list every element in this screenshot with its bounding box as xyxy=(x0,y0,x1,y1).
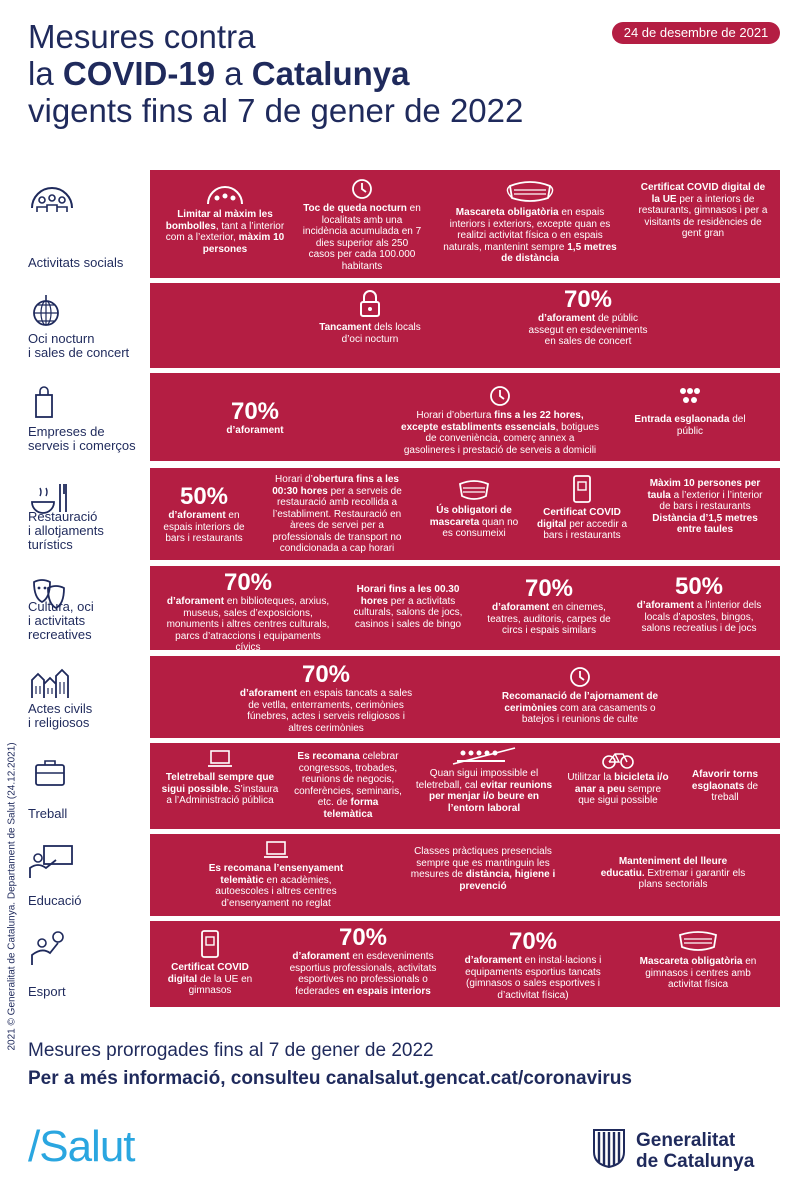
generalitat-logo-text: Generalitat de Catalunya xyxy=(636,1130,755,1172)
category-label: Educació xyxy=(28,893,82,908)
measure: Certificat COVID digital de la UE en gimnasos xyxy=(160,929,260,997)
measure: Entrada esglaonada del públic xyxy=(630,385,750,437)
row-restauracio xyxy=(22,468,780,560)
lock-icon xyxy=(358,289,382,319)
measures-band xyxy=(150,743,780,829)
measure: Manteniment del lleure educatiu. Extremar i garantir els plans sectorials xyxy=(600,856,746,890)
measure: 70% d’aforament de públic assegut en esdeveniments en sales de concert xyxy=(528,286,648,347)
measure: Màxim 10 persones per taula a l’exterior i l’interior de bars i restaurants Distància d’1,5 metres entre taules xyxy=(647,478,763,535)
measure: Toc de queda nocturn en localitats amb una incidència acumulada en 7 dies superior als 250 casos per cada 100.000 habitants xyxy=(302,178,422,272)
measure: Teletreball sempre que sigui possible. S’instaura a l’Administració pública xyxy=(160,749,280,807)
category xyxy=(22,373,150,461)
measures-band xyxy=(150,834,780,916)
mask-icon xyxy=(454,478,494,502)
clock-icon xyxy=(489,385,511,407)
measure: Horari d’obertura fins a les 00:30 hores per a serveis de restauració amb recollida a l’establiment. Restauració en àrees de servei per a professionals de transport no condicionada a cap horari xyxy=(272,474,402,554)
generalitat-shield-icon xyxy=(592,1128,626,1168)
teacher-icon xyxy=(28,842,76,882)
category-label: Restauració i allotjaments turístics xyxy=(28,509,104,552)
measure: Tancament dels locals d’oci nocturn xyxy=(310,289,430,345)
shopping-bag-icon xyxy=(28,381,76,421)
briefcase-icon xyxy=(28,751,76,791)
measure: 70% d’aforament en instal·lacions i equipaments esportius tancats (gimnasos o sales esportives i d’activitat física) xyxy=(464,928,602,1001)
category-label: Esport xyxy=(28,984,66,999)
measure: Classes pràctiques presencials sempre que es mantinguin les mesures de distància, higiene i prevenció xyxy=(410,846,556,892)
page-title xyxy=(28,18,523,129)
row-educacio xyxy=(22,834,780,916)
title-line-3: vigents fins al 7 de gener de 2022 xyxy=(28,92,524,129)
measure: Limitar al màxim les bombolles, tant a l’interior com a l’exterior, màxim 10 persones xyxy=(160,184,290,255)
measure: 70% d’aforament en esdeveniments esportius professionals, activitats esportives no professionals o federades en espais interiors xyxy=(289,924,437,997)
measure: Certificat COVID digital de la UE per a interiors de restaurants, gimnasos i per a visitants de residències de gent gran xyxy=(638,182,768,239)
measure: Afavorir torns esglaonats de treball xyxy=(691,769,759,803)
phone-certificate-icon xyxy=(199,929,221,959)
laptop-icon xyxy=(207,749,233,769)
measure: Horari fins a les 00.30 hores per a activitats culturals, salons de jocs, casinos i sales de bingo xyxy=(353,584,463,630)
group-icon xyxy=(449,747,519,765)
bicycle-icon xyxy=(601,749,635,769)
footer-extension-note: Mesures prorrogades fins al 7 de gener de 2022 xyxy=(28,1040,434,1061)
measure: 70% d’aforament en espais tancats a sales de vetlla, enterraments, cerimònies fúnebres, actes i serveis religiosos i altres cerimònies xyxy=(239,661,413,734)
group-icon xyxy=(28,178,76,218)
category xyxy=(22,566,150,650)
measures-band xyxy=(150,170,780,278)
globe-icon xyxy=(28,291,76,331)
group-icon xyxy=(675,385,705,411)
date-badge: 24 de desembre de 2021 xyxy=(612,22,780,44)
category xyxy=(22,834,150,916)
footer-more-info-link[interactable]: Per a més informació, consulteu canalsalut.gencat.cat/coronavirus xyxy=(28,1068,632,1089)
row-activitats-socials xyxy=(22,170,780,278)
measures-band xyxy=(150,921,780,1007)
category-label: Cultura, oci i activitats recreatives xyxy=(28,599,94,642)
measure: Quan sigui impossible el teletreball, cal evitar reunions per menjar i/o beure en l’entorn laboral xyxy=(414,747,554,814)
row-empreses xyxy=(22,373,780,461)
group-icon xyxy=(205,184,245,206)
measure: Horari d’obertura fins a les 22 hores, excepte establiments essencials, botigues de conveniència, comerç annex a gasolineres i prestació de serveis a domicili xyxy=(400,385,600,456)
category-label: Treball xyxy=(28,806,68,821)
category xyxy=(22,921,150,1007)
category xyxy=(22,468,150,560)
buildings-icon xyxy=(28,664,76,704)
category xyxy=(22,170,150,278)
category-label: Empreses de serveis i comerços xyxy=(28,424,136,453)
laptop-icon xyxy=(263,840,289,860)
measures-band xyxy=(150,656,780,738)
measure: 50% d’aforament a l’interior dels locals d’apostes, bingos, salons recreatius i de jocs xyxy=(636,573,762,634)
category-label: Oci nocturn i sales de concert xyxy=(28,331,130,360)
clock-icon xyxy=(569,666,591,688)
row-treball xyxy=(22,743,780,829)
category xyxy=(22,283,150,368)
category xyxy=(22,656,150,738)
measure: Recomanació de l’ajornament de cerimònies com ara casaments o batejos i reunions de culte xyxy=(500,666,660,726)
category-label: Activitats socials xyxy=(28,255,124,270)
row-cultura xyxy=(22,566,780,653)
measure: Mascareta obligatòria en espais interiors i exteriors, excepte quan es realitzi activitat física o en espais naturals, mantenint sempre 1,5 metres de distància xyxy=(440,178,620,265)
measures-band xyxy=(150,283,780,368)
measure: Certificat COVID digital per accedir a bars i restaurants xyxy=(534,474,630,542)
measures-band xyxy=(150,468,780,560)
salut-logo: /Salut xyxy=(28,1122,135,1171)
measure: Utilitzar la bicicleta i/o anar a peu sempre que sigui possible xyxy=(566,749,670,807)
measure: 70% d’aforament en biblioteques, arxius, museus, sales d’exposicions, monuments i altres centres culturals, parcs d’atraccions i equipaments cívics xyxy=(166,569,330,653)
mask-icon xyxy=(674,929,722,953)
measure: Mascareta obligatòria en gimnasos i centres amb activitat física xyxy=(628,929,768,991)
phone-certificate-icon xyxy=(571,474,593,504)
measures-band xyxy=(150,373,780,461)
measure: 70% d’aforament en cinemes, teatres, auditoris, carpes de circs i espais similars xyxy=(487,575,611,636)
row-oci-nocturn xyxy=(22,283,780,368)
clock-icon xyxy=(351,178,373,200)
category xyxy=(22,743,150,829)
measure: Es recomana l’ensenyament telemàtic en acadèmies, autoescoles i altres centres d’ensenyament no reglat xyxy=(196,840,356,909)
measure: 50% d’aforament en espais interiors de bars i restaurants xyxy=(163,483,245,544)
title-line-1: Mesures contra xyxy=(28,18,256,55)
measure: 70% d’aforament xyxy=(226,398,284,436)
sport-icon xyxy=(28,929,76,969)
mask-icon xyxy=(502,178,558,204)
side-credit: 2021 © Generalitat de Catalunya. Departament de Salut (24.12.2021) xyxy=(6,742,18,1051)
measure: Ús obligatori de mascareta quan no es consumeixi xyxy=(426,478,522,540)
measures-band xyxy=(150,566,780,653)
row-esport xyxy=(22,921,780,1007)
title-line-2: la COVID-19 a Catalunya xyxy=(28,55,410,92)
row-actes-civils xyxy=(22,656,780,738)
category-label: Actes civils i religiosos xyxy=(28,701,93,730)
measure: Es recomana celebrar congressos, trobades, reunions de negocis, conferències, seminaris, etc. de forma telemàtica xyxy=(294,751,402,820)
